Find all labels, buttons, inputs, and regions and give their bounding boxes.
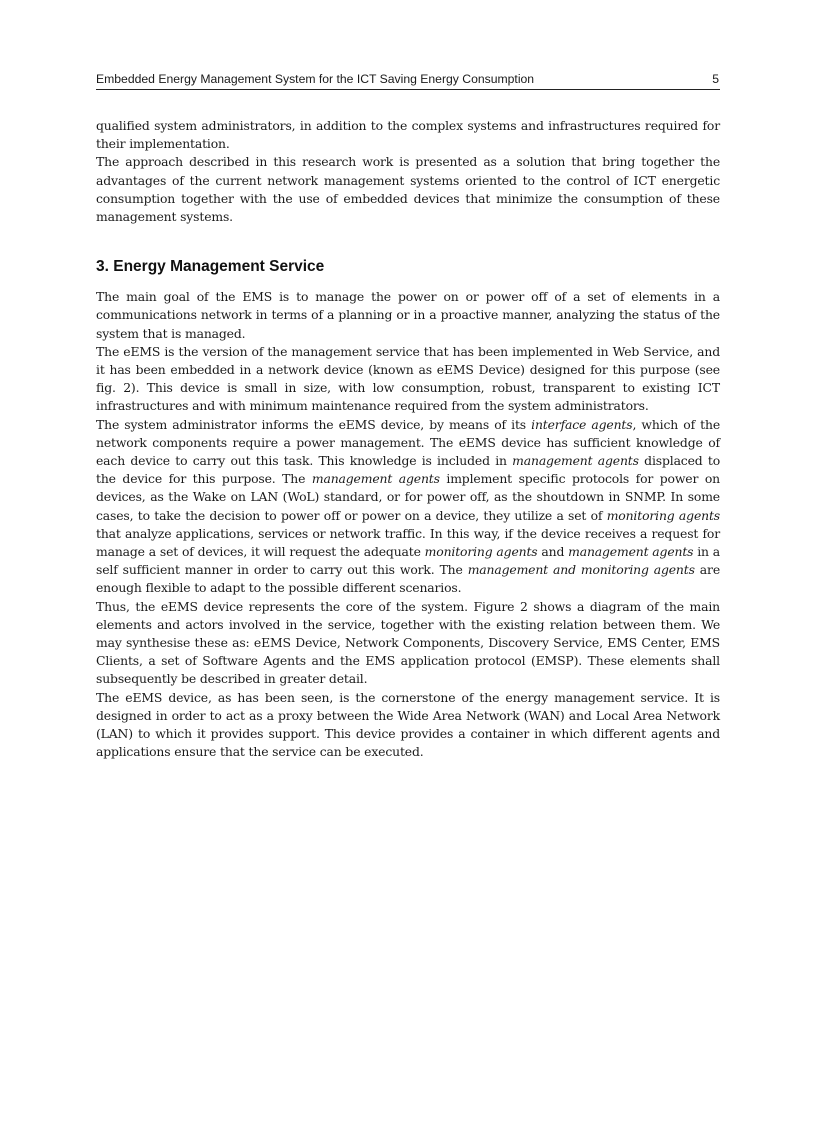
text-run: in a self sufficient manner in order to carry out this work. The	[96, 544, 721, 578]
text-run: are enough flexible to adapt to the possible different scenarios.	[96, 562, 721, 596]
text-run: , which of the network components require a power management. The eEMS device has sufficient knowledge of each device to carry out this task. This knowledge is included in	[96, 416, 721, 469]
italic-term: monitoring agents	[424, 544, 538, 560]
italic-term: monitoring agents	[606, 507, 720, 523]
text-run: that analyze applications, services or network traffic. In this way, if the device receives a request for manage a set of devices, it will request the adequate	[96, 525, 720, 560]
paragraph: The eEMS is the version of the management service that has been implemented in Web Service, and it has been embedded in a network device (known as eEMS Device) designed for this purpose (see fig. 2). This device is small in size, with low consumption, robust, transparent to existing ICT infrastructures and with minimum maintenance required from the system administrators.	[96, 343, 720, 414]
italic-term: management and monitoring agents	[467, 562, 695, 578]
running-title: Embedded Energy Management System for the ICT Saving Energy Consumption	[96, 72, 535, 86]
body-text	[96, 117, 720, 762]
paragraph: The approach described in this research work is presented as a solution that bring together the advantages of the current network management systems oriented to the control of ICT energetic consumption together with the use of embedded devices that minimize the consumption of these management systems.	[96, 154, 720, 225]
text-run: The system administrator informs the eEMS device, by means of its	[96, 416, 532, 432]
paragraph: The main goal of the EMS is to manage the power on or power off of a set of elements in a communications network in terms of a planning or in a proactive manner, analyzing the status of the system that is managed.	[96, 289, 720, 341]
section-heading: 3. Energy Management Service	[96, 258, 325, 276]
paragraph	[96, 416, 720, 598]
running-header	[96, 72, 720, 90]
italic-term: interface agents	[531, 416, 633, 432]
paragraph: qualified system administrators, in addition to the complex systems and infrastructures required for their implementation.	[96, 118, 720, 152]
text-run: implement specific protocols for power on devices, as the Wake on LAN (WoL) standard, or for power off, as the shoutdown in SNMP. In some cases, to take the decision to power off or power on a device, they utilize a set of	[96, 471, 720, 523]
italic-term: management agents	[512, 453, 639, 469]
page-number: 5	[712, 72, 719, 86]
paragraph: Thus, the eEMS device represents the core of the system. Figure 2 shows a diagram of the main elements and actors involved in the service, together with the existing relation between them. We may synthesise these as: eEMS Device, Network Components, Discovery Service, EMS Center, EMS Clients, a set of Software Agents and the EMS application protocol (EMSP). These elements shall subsequently be described in greater detail.	[96, 598, 720, 687]
paragraph: The eEMS device, as has been seen, is the cornerstone of the energy management service. It is designed in order to act as a proxy between the Wide Area Network (WAN) and Local Area Network (LAN) to which it provides support. This device provides a container in which different agents and applications ensure that the service can be executed.	[96, 689, 720, 760]
text-run: and	[537, 544, 569, 560]
italic-term: management agents	[568, 544, 694, 560]
text-run: displaced to the device for this purpose. The	[96, 453, 721, 487]
italic-term: management agents	[311, 471, 440, 487]
